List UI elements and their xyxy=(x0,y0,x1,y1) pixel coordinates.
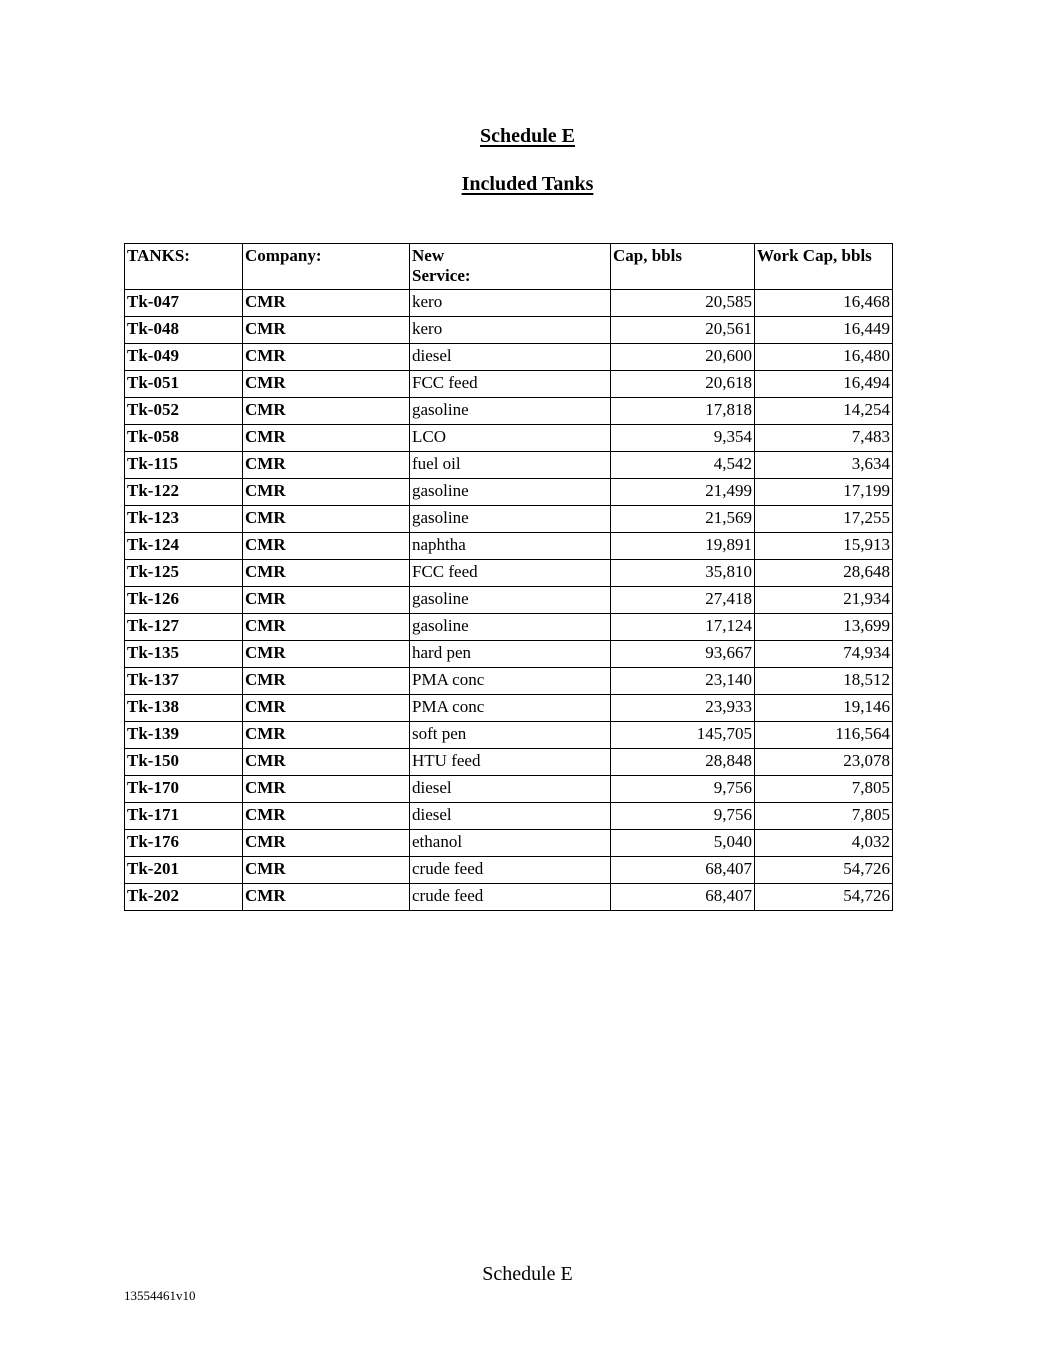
tank-id-cell: Tk-125 xyxy=(125,560,243,587)
table-row xyxy=(125,344,893,371)
header-new-service-line2: Service: xyxy=(412,266,471,285)
service-cell: gasoline xyxy=(410,614,611,641)
service-cell: kero xyxy=(410,317,611,344)
work-cap-cell: 16,468 xyxy=(755,290,893,317)
header-row xyxy=(125,244,893,290)
service-cell: crude feed xyxy=(410,857,611,884)
cap-cell: 145,705 xyxy=(611,722,755,749)
company-cell: CMR xyxy=(243,479,410,506)
service-cell: LCO xyxy=(410,425,611,452)
company-cell: CMR xyxy=(243,587,410,614)
service-cell: FCC feed xyxy=(410,560,611,587)
work-cap-cell: 17,199 xyxy=(755,479,893,506)
cap-cell: 23,933 xyxy=(611,695,755,722)
cap-cell: 19,891 xyxy=(611,533,755,560)
table-row xyxy=(125,506,893,533)
table-header xyxy=(125,244,893,290)
tank-id-cell: Tk-127 xyxy=(125,614,243,641)
table-row xyxy=(125,803,893,830)
tank-id-cell: Tk-123 xyxy=(125,506,243,533)
cap-cell: 28,848 xyxy=(611,749,755,776)
cap-cell: 68,407 xyxy=(611,857,755,884)
page-subtitle: Included Tanks xyxy=(461,173,594,195)
cap-cell: 20,600 xyxy=(611,344,755,371)
tank-id-cell: Tk-122 xyxy=(125,479,243,506)
cap-cell: 17,124 xyxy=(611,614,755,641)
footer-label: Schedule E xyxy=(482,1263,573,1285)
tank-id-cell: Tk-201 xyxy=(125,857,243,884)
header-new-service-line1: New xyxy=(412,246,445,265)
company-cell: CMR xyxy=(243,425,410,452)
cap-cell: 5,040 xyxy=(611,830,755,857)
company-cell: CMR xyxy=(243,641,410,668)
company-cell: CMR xyxy=(243,290,410,317)
table-row xyxy=(125,425,893,452)
header-tanks: TANKS: xyxy=(125,244,243,290)
cap-cell: 20,585 xyxy=(611,290,755,317)
service-cell: fuel oil xyxy=(410,452,611,479)
company-cell: CMR xyxy=(243,668,410,695)
work-cap-cell: 28,648 xyxy=(755,560,893,587)
work-cap-cell: 74,934 xyxy=(755,641,893,668)
cap-cell: 35,810 xyxy=(611,560,755,587)
service-cell: kero xyxy=(410,290,611,317)
table-row xyxy=(125,290,893,317)
service-cell: soft pen xyxy=(410,722,611,749)
company-cell: CMR xyxy=(243,776,410,803)
service-cell: hard pen xyxy=(410,641,611,668)
table-row xyxy=(125,398,893,425)
company-cell: CMR xyxy=(243,830,410,857)
company-cell: CMR xyxy=(243,857,410,884)
tank-id-cell: Tk-049 xyxy=(125,344,243,371)
cap-cell: 21,499 xyxy=(611,479,755,506)
service-cell: diesel xyxy=(410,803,611,830)
work-cap-cell: 7,805 xyxy=(755,776,893,803)
work-cap-cell: 16,494 xyxy=(755,371,893,398)
work-cap-cell: 3,634 xyxy=(755,452,893,479)
table-row xyxy=(125,452,893,479)
cap-cell: 21,569 xyxy=(611,506,755,533)
cap-cell: 27,418 xyxy=(611,587,755,614)
work-cap-cell: 23,078 xyxy=(755,749,893,776)
company-cell: CMR xyxy=(243,371,410,398)
work-cap-cell: 54,726 xyxy=(755,857,893,884)
cap-cell: 93,667 xyxy=(611,641,755,668)
cap-cell: 9,354 xyxy=(611,425,755,452)
service-cell: gasoline xyxy=(410,479,611,506)
page-title: Schedule E xyxy=(479,125,576,147)
table-row xyxy=(125,641,893,668)
header-company: Company: xyxy=(243,244,410,290)
table-row xyxy=(125,479,893,506)
tank-id-cell: Tk-171 xyxy=(125,803,243,830)
table-row xyxy=(125,533,893,560)
tank-id-cell: Tk-126 xyxy=(125,587,243,614)
table-row xyxy=(125,614,893,641)
table-row xyxy=(125,587,893,614)
service-cell: gasoline xyxy=(410,587,611,614)
header-new-service xyxy=(410,244,611,290)
tank-id-cell: Tk-052 xyxy=(125,398,243,425)
service-cell: FCC feed xyxy=(410,371,611,398)
table-row xyxy=(125,371,893,398)
work-cap-cell: 16,480 xyxy=(755,344,893,371)
work-cap-cell: 14,254 xyxy=(755,398,893,425)
company-cell: CMR xyxy=(243,749,410,776)
tank-id-cell: Tk-115 xyxy=(125,452,243,479)
table-row xyxy=(125,560,893,587)
work-cap-cell: 19,146 xyxy=(755,695,893,722)
header-work-cap: Work Cap, bbls xyxy=(755,244,893,290)
company-cell: CMR xyxy=(243,560,410,587)
tank-id-cell: Tk-170 xyxy=(125,776,243,803)
service-cell: HTU feed xyxy=(410,749,611,776)
work-cap-cell: 15,913 xyxy=(755,533,893,560)
table-row xyxy=(125,749,893,776)
table-row xyxy=(125,884,893,911)
tank-id-cell: Tk-048 xyxy=(125,317,243,344)
table-row xyxy=(125,722,893,749)
work-cap-cell: 17,255 xyxy=(755,506,893,533)
tank-id-cell: Tk-202 xyxy=(125,884,243,911)
company-cell: CMR xyxy=(243,614,410,641)
company-cell: CMR xyxy=(243,452,410,479)
table-row xyxy=(125,776,893,803)
tank-id-cell: Tk-058 xyxy=(125,425,243,452)
company-cell: CMR xyxy=(243,344,410,371)
work-cap-cell: 13,699 xyxy=(755,614,893,641)
cap-cell: 20,561 xyxy=(611,317,755,344)
header-cap: Cap, bbls xyxy=(611,244,755,290)
cap-cell: 23,140 xyxy=(611,668,755,695)
company-cell: CMR xyxy=(243,803,410,830)
tank-id-cell: Tk-176 xyxy=(125,830,243,857)
work-cap-cell: 18,512 xyxy=(755,668,893,695)
service-cell: gasoline xyxy=(410,398,611,425)
tank-id-cell: Tk-137 xyxy=(125,668,243,695)
cap-cell: 68,407 xyxy=(611,884,755,911)
table-row xyxy=(125,668,893,695)
service-cell: PMA conc xyxy=(410,668,611,695)
cap-cell: 9,756 xyxy=(611,803,755,830)
company-cell: CMR xyxy=(243,398,410,425)
work-cap-cell: 4,032 xyxy=(755,830,893,857)
service-cell: naphtha xyxy=(410,533,611,560)
table-row xyxy=(125,830,893,857)
service-cell: diesel xyxy=(410,776,611,803)
cap-cell: 9,756 xyxy=(611,776,755,803)
table-row xyxy=(125,317,893,344)
work-cap-cell: 16,449 xyxy=(755,317,893,344)
service-cell: diesel xyxy=(410,344,611,371)
tank-id-cell: Tk-124 xyxy=(125,533,243,560)
table-row xyxy=(125,857,893,884)
company-cell: CMR xyxy=(243,533,410,560)
cap-cell: 17,818 xyxy=(611,398,755,425)
company-cell: CMR xyxy=(243,317,410,344)
work-cap-cell: 116,564 xyxy=(755,722,893,749)
table-body xyxy=(125,290,893,911)
work-cap-cell: 7,483 xyxy=(755,425,893,452)
tank-id-cell: Tk-150 xyxy=(125,749,243,776)
company-cell: CMR xyxy=(243,506,410,533)
work-cap-cell: 21,934 xyxy=(755,587,893,614)
cap-cell: 20,618 xyxy=(611,371,755,398)
company-cell: CMR xyxy=(243,722,410,749)
work-cap-cell: 54,726 xyxy=(755,884,893,911)
company-cell: CMR xyxy=(243,695,410,722)
tank-id-cell: Tk-135 xyxy=(125,641,243,668)
tank-id-cell: Tk-047 xyxy=(125,290,243,317)
tank-id-cell: Tk-139 xyxy=(125,722,243,749)
company-cell: CMR xyxy=(243,884,410,911)
tank-id-cell: Tk-051 xyxy=(125,371,243,398)
cap-cell: 4,542 xyxy=(611,452,755,479)
service-cell: ethanol xyxy=(410,830,611,857)
service-cell: PMA conc xyxy=(410,695,611,722)
tank-id-cell: Tk-138 xyxy=(125,695,243,722)
service-cell: gasoline xyxy=(410,506,611,533)
included-tanks-table xyxy=(124,243,893,911)
table-row xyxy=(125,695,893,722)
service-cell: crude feed xyxy=(410,884,611,911)
work-cap-cell: 7,805 xyxy=(755,803,893,830)
document-id: 13554461v10 xyxy=(124,1288,196,1303)
